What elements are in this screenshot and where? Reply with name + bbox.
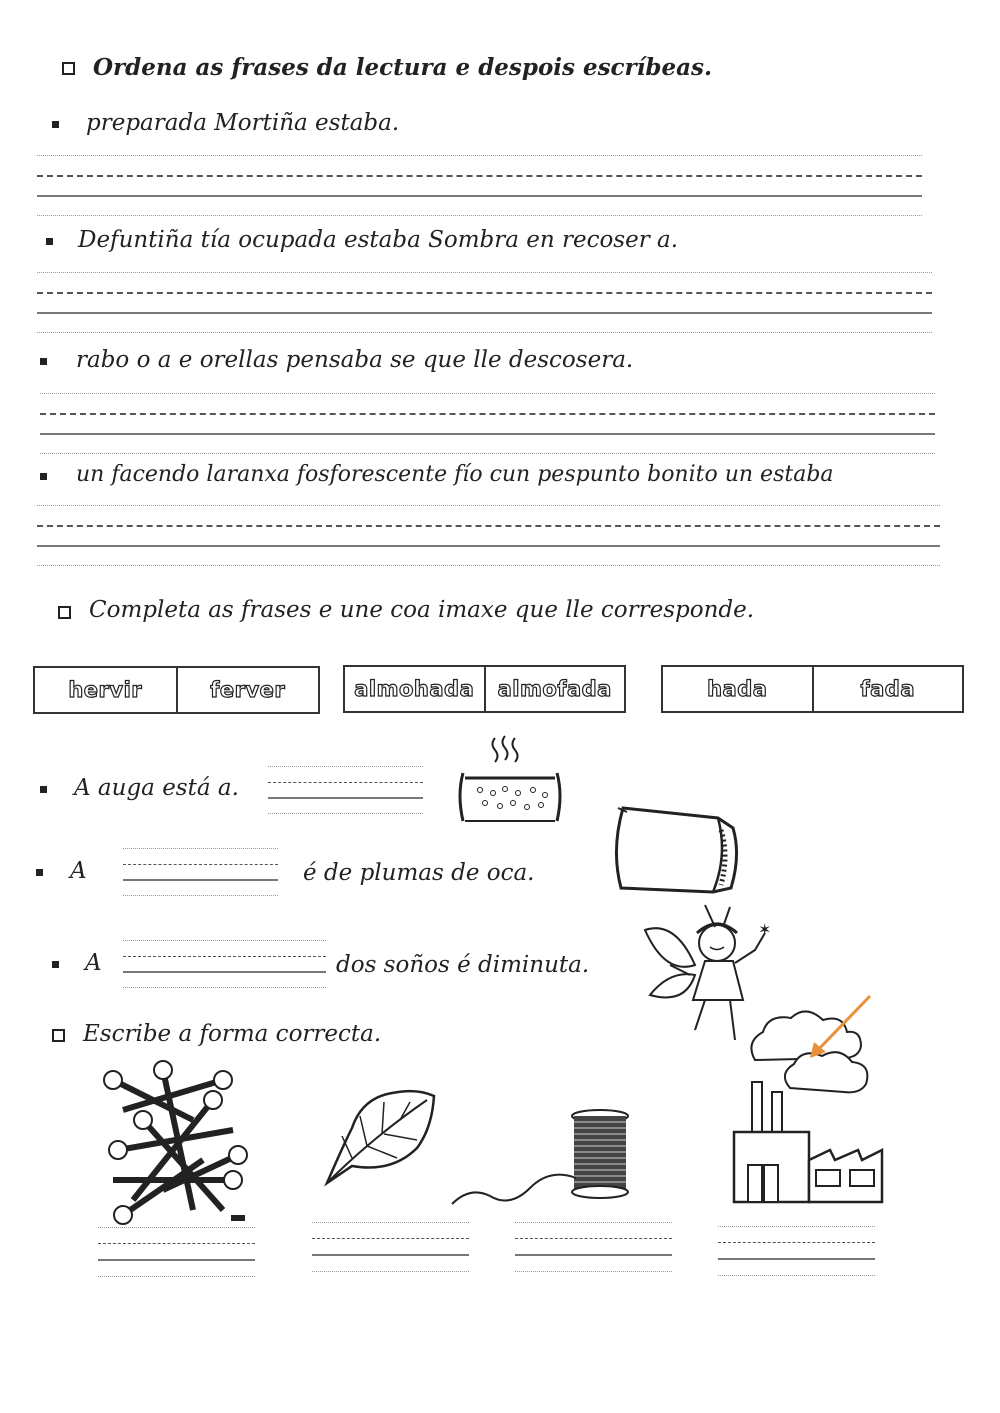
writing-lines-1[interactable] bbox=[37, 155, 922, 217]
sentence-4: un facendo laranxa fosforescente fío cun pespunto bonito un estaba bbox=[76, 462, 834, 487]
checkbox-icon bbox=[58, 606, 71, 619]
bullet-icon bbox=[52, 121, 59, 128]
bullet-icon bbox=[40, 358, 47, 365]
word-option[interactable]: fada bbox=[812, 667, 963, 711]
section1-title: Ordena as frases da lectura e despois escríbeas. bbox=[93, 54, 712, 81]
answer-smoke[interactable] bbox=[718, 1226, 875, 1276]
writing-lines-4[interactable] bbox=[37, 505, 940, 567]
blank-3[interactable] bbox=[123, 940, 326, 988]
writing-lines-3[interactable] bbox=[40, 393, 935, 455]
word-option[interactable]: ferver bbox=[176, 668, 319, 712]
complete-sentence-1: A auga está a. bbox=[74, 775, 239, 801]
bullet-icon bbox=[40, 473, 47, 480]
sentence-3: rabo o a e orellas pensaba se que lle descosera. bbox=[76, 347, 634, 373]
checkbox-icon bbox=[52, 1029, 65, 1042]
answer-thread[interactable] bbox=[515, 1222, 672, 1272]
blank-2[interactable] bbox=[123, 848, 278, 896]
word-box-hada-fada bbox=[661, 665, 964, 713]
answer-leaf[interactable] bbox=[312, 1222, 469, 1272]
factory-smoke-icon bbox=[730, 990, 895, 1205]
section3-title: Escribe a forma correcta. bbox=[83, 1021, 382, 1047]
writing-lines-2[interactable] bbox=[37, 272, 932, 334]
complete-sentence-2-start: A bbox=[70, 858, 87, 884]
checkbox-icon bbox=[62, 62, 75, 75]
bullet-icon bbox=[52, 961, 59, 968]
blank-1[interactable] bbox=[268, 766, 423, 814]
bullet-icon bbox=[40, 786, 47, 793]
word-option[interactable]: almohada bbox=[354, 677, 475, 701]
thread-spool-icon bbox=[450, 1108, 640, 1218]
bullet-icon bbox=[46, 238, 53, 245]
sentence-1: preparada Mortiña estaba. bbox=[86, 110, 400, 136]
boiling-pot-icon bbox=[455, 733, 565, 828]
word-box-hervir-ferver bbox=[33, 666, 320, 714]
word-option[interactable]: almofada bbox=[484, 667, 625, 711]
complete-sentence-2-end: é de plumas de oca. bbox=[303, 860, 535, 886]
answer-screws[interactable] bbox=[98, 1227, 255, 1277]
leaf-icon bbox=[322, 1088, 442, 1188]
sentence-2: Defuntiña tía ocupada estaba Sombra en recoser a. bbox=[78, 227, 679, 253]
word-option[interactable]: hervir bbox=[68, 678, 143, 702]
screws-icon bbox=[103, 1060, 253, 1225]
word-option[interactable]: hada bbox=[707, 677, 768, 701]
svg-text:✶: ✶ bbox=[758, 920, 772, 939]
word-box-almohada-almofada bbox=[343, 665, 626, 713]
pillow-icon bbox=[603, 800, 753, 900]
complete-sentence-3-end: dos soños é diminuta. bbox=[336, 952, 590, 978]
section2-title: Completa as frases e une coa imaxe que lle corresponde. bbox=[89, 597, 755, 623]
bullet-icon bbox=[36, 869, 43, 876]
complete-sentence-3-start: A bbox=[85, 950, 102, 976]
